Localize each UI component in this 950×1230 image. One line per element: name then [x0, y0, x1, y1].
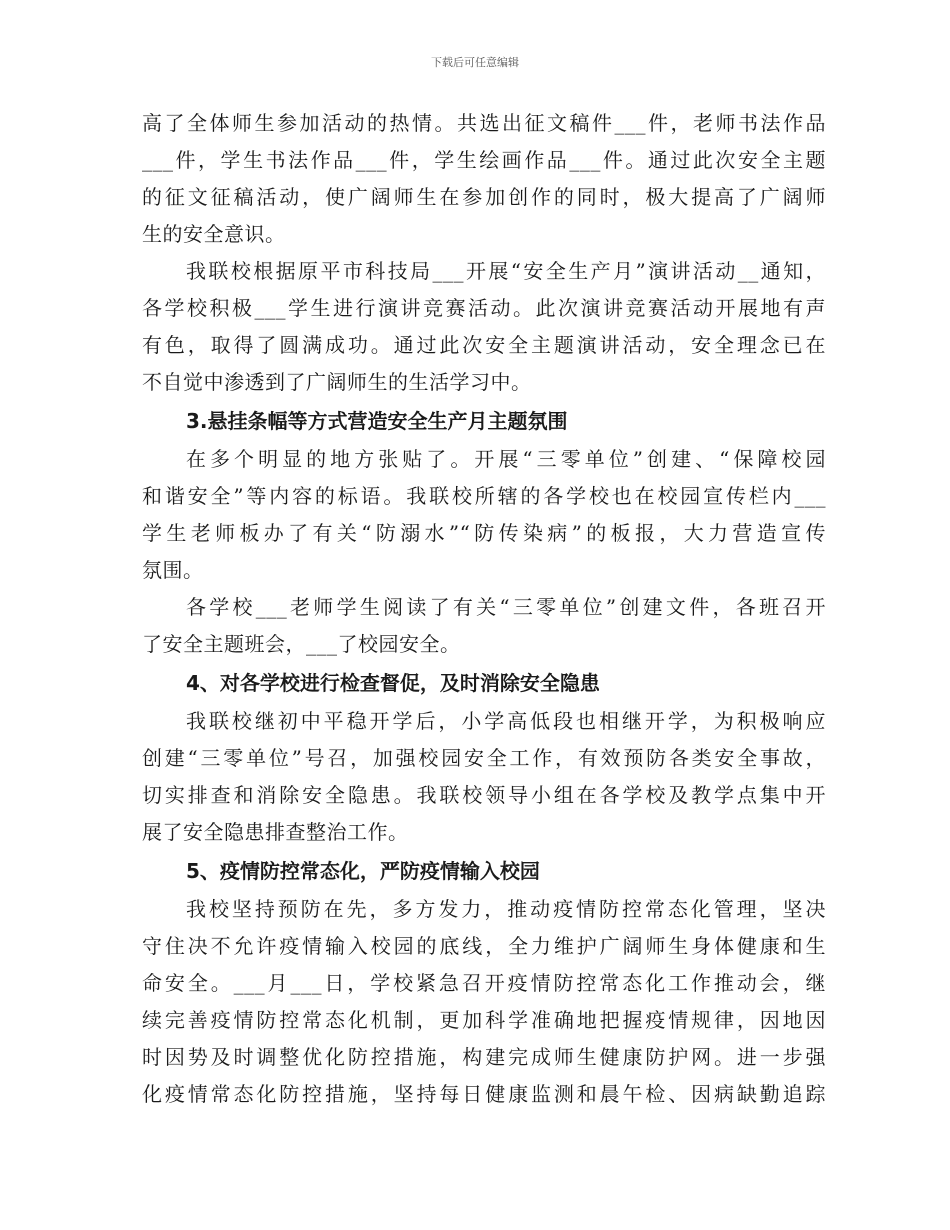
text-line: 氛围。 [142, 558, 204, 582]
text-line: 生的安全意识。 [142, 222, 286, 246]
text-line: 我校坚持预防在先，多方发力，推动疫情防控常态化管理，坚决 [186, 897, 826, 921]
text-line: 命安全。___月___日，学校紧急召开疫情防控常态化工作推动会，继 [142, 971, 826, 995]
document-body [142, 105, 826, 1113]
section-heading: 3.悬挂条幅等方式营造安全生产月主题氛围 [186, 409, 568, 433]
text-line: 和谐安全”等内容的标语。我联校所辖的各学校也在校园宣传栏内___ [142, 484, 826, 508]
page-header: 下载后可任意编辑 [431, 56, 519, 69]
text-line: 我联校继初中平稳开学后，小学高低段也相继开学，为积极响应 [186, 709, 826, 733]
paragraph [142, 105, 826, 253]
text-line: 在多个明显的地方张贴了。开展“三零单位”创建、“保障校园 [186, 447, 826, 471]
text-line: 高了全体师生参加活动的热情。共选出征文稿件___件，老师书法作品 [142, 111, 826, 135]
text-line: 我联校根据原平市科技局___开展“安全生产月”演讲活动__通知， [186, 259, 826, 283]
paragraph [142, 589, 826, 663]
text-line: 创建“三零单位”号召，加强校园安全工作，有效预防各类安全事故， [142, 746, 826, 770]
text-line: 化疫情常态化防控措施，坚持每日健康监测和晨午检、因病缺勤追踪 [142, 1082, 826, 1106]
paragraph [142, 441, 826, 589]
text-line: 守住决不允许疫情输入校园的底线，全力维护广阔师生身体健康和生 [142, 934, 826, 958]
paragraph [142, 253, 826, 401]
text-line: 续完善疫情防控常态化机制，更加科学准确地把握疫情规律，因地因 [142, 1008, 826, 1032]
section-heading: 4、对各学校进行检查督促，及时消除安全隐患 [186, 671, 600, 695]
text-line: 各学校积极___学生进行演讲竞赛活动。此次演讲竞赛活动开展地有声 [142, 296, 826, 320]
text-line: 各学校___老师学生阅读了有关“三零单位”创建文件，各班召开 [186, 595, 826, 619]
paragraph [142, 891, 826, 1113]
text-line: 了安全主题班会，___了校园安全。 [142, 632, 461, 656]
text-line: 时因势及时调整优化防控措施，构建完成师生健康防护网。进一步强 [142, 1045, 826, 1069]
text-line: 有色，取得了圆满成功。通过此次安全主题演讲活动，安全理念已在 [142, 333, 826, 357]
text-line: 不自觉中渗透到了广阔师生的生活学习中。 [142, 370, 532, 394]
section-heading: 5、疫情防控常态化，严防疫情输入校园 [186, 859, 540, 883]
paragraph [142, 703, 826, 851]
text-line: 展了安全隐患排查整治工作。 [142, 820, 409, 844]
text-line: 学生老师板办了有关“防溺水”“防传染病”的板报，大力营造宣传 [142, 521, 826, 545]
text-line: 的征文征稿活动，使广阔师生在参加创作的同时，极大提高了广阔师 [142, 185, 826, 209]
text-line: 切实排查和消除安全隐患。我联校领导小组在各学校及教学点集中开 [142, 783, 826, 807]
text-line: ___件，学生书法作品___件，学生绘画作品___件。通过此次安全主题 [142, 148, 826, 172]
